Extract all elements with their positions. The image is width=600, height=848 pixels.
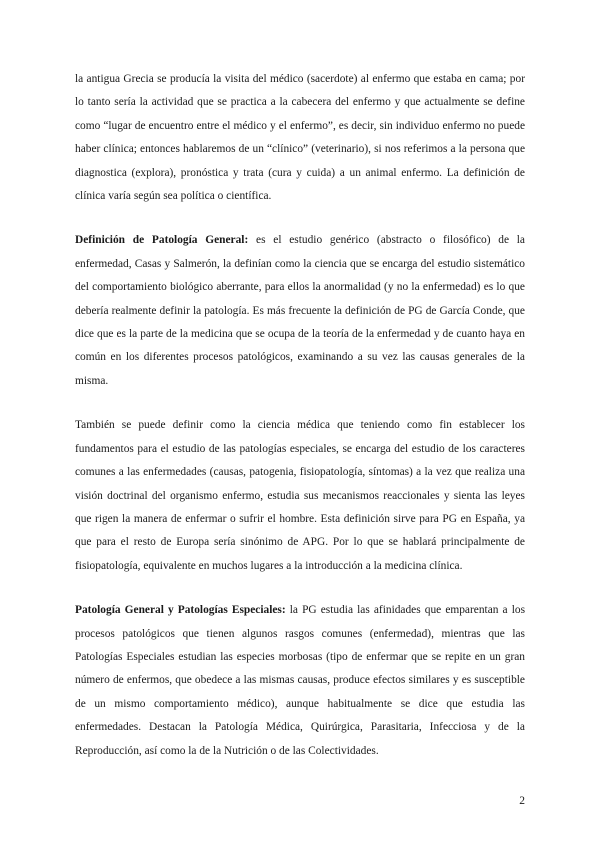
document-page [75, 68, 525, 784]
paragraph-heading: Definición de Patología General: [75, 234, 249, 247]
paragraph-body: la PG estudia las afinidades que emparentan a los procesos patológicos que tienen algunos rasgos comunes (enfermedad), mientras que las Patologías Especiales estudian las especies morbosas (tipo de enfermar que se repite en un gran número de enfermos, que obedece a las mismas causas, produce efectos similares y es susceptible de un mismo comportamiento médico), aunque habitualmente se dice que estudia las enfermedades. Destacan la Patología Médica, Quirúrgica, Parasitaria, Infecciosa y de la Reproducción, así como la de la Nutrición o de las Colectividades. [75, 604, 525, 757]
paragraph-clinica [75, 68, 525, 208]
paragraph-ciencia-medica [75, 414, 525, 578]
paragraph-definicion-patologia-general [75, 229, 525, 393]
page-number: 2 [519, 795, 525, 807]
paragraph-heading: Patología General y Patologías Especiales: [75, 604, 286, 617]
paragraph-body: la antigua Grecia se producía la visita del médico (sacerdote) al enfermo que estaba en cama; por lo tanto sería la actividad que se practica a la cabecera del enfermo y que actualmente se define como “lugar de encuentro entre el médico y el enfermo”, es decir, sin individuo enfermo no puede haber clínica; entonces hablaremos de un “clínico” (veterinario), si nos referimos a la persona que diagnostica (explora), pronóstica y trata (cura y cuida) a un animal enfermo. La definición de clínica varía según sea política o científica. [75, 73, 525, 203]
paragraph-body: es el estudio genérico (abstracto o filosófico) de la enfermedad, Casas y Salmerón, la definían como la ciencia que se encarga del estudio sistemático del comportamiento biológico aberrante, para ellos la anormalidad (y no la enfermedad) es lo que debería realmente definir la patología. Es más frecuente la definición de PG de García Conde, que dice que es la parte de la medicina que se ocupa de la teoría de la enfermedad y de cuanto haya en común en los diferentes procesos patológicos, examinando a su vez las causas generales de la misma. [75, 234, 525, 387]
paragraph-body: También se puede definir como la ciencia médica que teniendo como fin establecer los fundamentos para el estudio de las patologías especiales, se encarga del estudio de los caracteres comunes a las enfermedades (causas, patogenia, fisiopatología, síntomas) a la vez que realiza una visión doctrinal del organismo enfermo, estudia sus mecanismos reaccionales y sienta las leyes que rigen la manera de enfermar o sufrir el hombre. Esta definición sirve para PG en España, ya que para el resto de Europa sería sinónimo de APG. Por lo que se hablará principalmente de fisiopatología, equivalente en muchos lugares a la introducción a la medicina clínica. [75, 419, 525, 572]
paragraph-patologias-especiales [75, 599, 525, 763]
